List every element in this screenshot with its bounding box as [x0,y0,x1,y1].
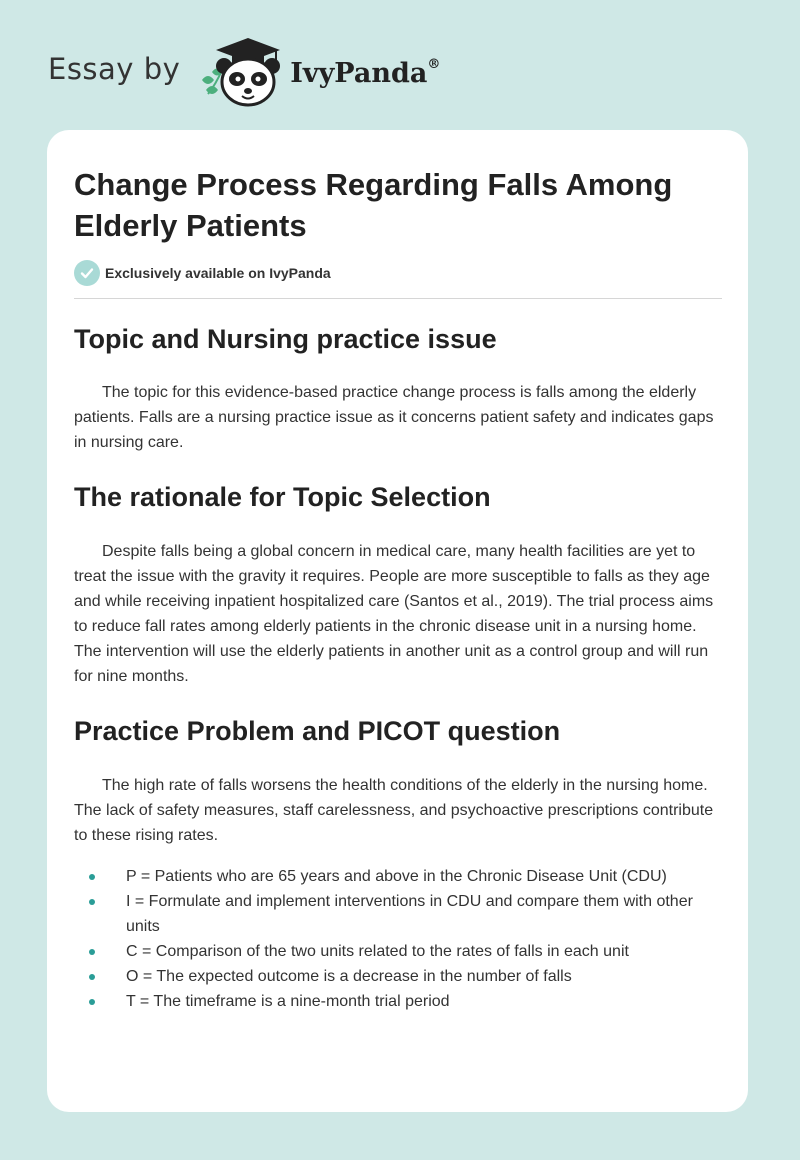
section-heading: The rationale for Topic Selection [74,482,491,512]
section-paragraph: The high rate of falls worsens the health conditions of the elderly in the nursing home. The lack of safety measures, staff carelessness, and psychoactive prescriptions contribute to these rising rates. [74,777,714,844]
essay-card [47,130,748,1112]
exclusive-badge-text: Exclusively available on IvyPanda [105,265,331,281]
panda-logo-icon[interactable] [196,36,286,108]
section-topic [74,322,722,455]
site-header [48,36,440,108]
section-paragraph: Despite falls being a global concern in medical care, many health facilities are yet to treat the issue with the gravity it requires. People are more susceptible to falls as they age and while receiving inpatient hospitalized care (Santos et al., 2019). The trial process aims to reduce fall rates among elderly patients in the chronic disease unit in a nursing home. The intervention will use the elderly patients in another unit as a control group and will run for nine months. [74,543,714,685]
list-item: P = Patients who are 65 years and above in the Chronic Disease Unit (CDU) [74,864,722,889]
exclusive-badge [74,260,722,299]
section-heading: Practice Problem and PICOT question [74,716,561,746]
brand-name[interactable]: IvyPanda® [290,56,441,89]
section-rationale [74,480,722,689]
list-item: I = Formulate and implement interventions in CDU and compare them with other units [74,889,722,939]
list-item: T = The timeframe is a nine-month trial period [74,989,722,1014]
section-heading: Topic and Nursing practice issue [74,324,497,354]
checkmark-icon [74,260,100,286]
essay-by-label: Essay by [48,52,181,86]
list-item: C = Comparison of the two units related to the rates of falls in each unit [74,939,722,964]
section-paragraph: The topic for this evidence-based practice change process is falls among the elderly patients. Falls are a nursing practice issue as it concerns patient safety and indicates gaps in nursing care. [74,384,714,451]
picot-list [74,864,722,1014]
section-picot [74,714,722,1014]
essay-title: Change Process Regarding Falls Among Elderly Patients [74,167,673,243]
list-item: O = The expected outcome is a decrease in the number of falls [74,964,722,989]
